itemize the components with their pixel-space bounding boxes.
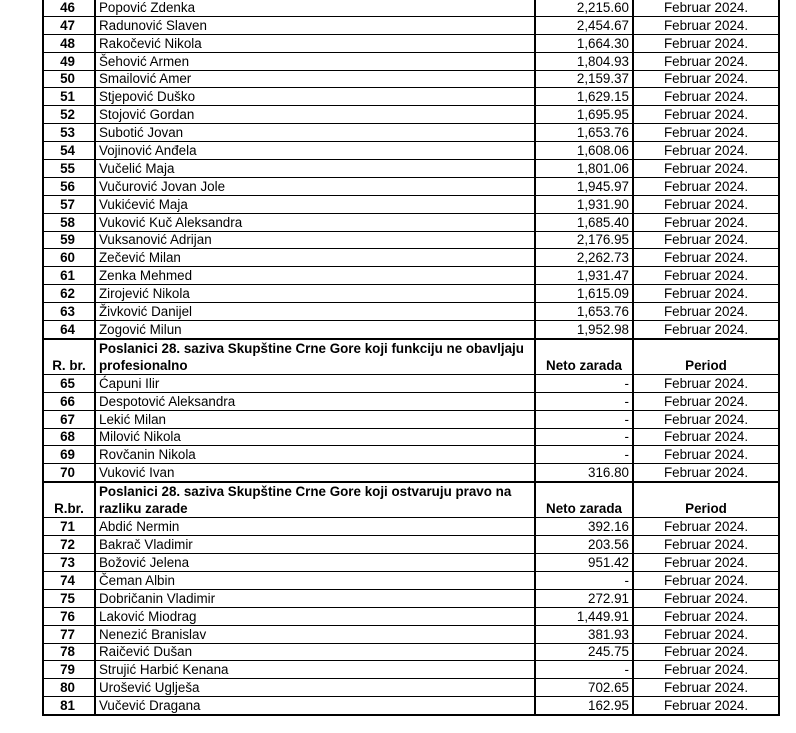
row-salary: 1,931.90	[535, 195, 633, 213]
row-name: Zogović Milun	[95, 321, 535, 339]
row-period: Februar 2024.	[633, 213, 779, 231]
row-salary: 702.65	[535, 679, 633, 697]
row-period: Februar 2024.	[633, 231, 779, 249]
row-salary: 1,615.09	[535, 285, 633, 303]
row-salary: -	[535, 446, 633, 464]
table-row	[43, 213, 779, 231]
row-number: 61	[43, 267, 95, 285]
section-title: Poslanici 28. saziva Skupštine Crne Gore koji ostvaruju pravo na razliku zarade	[95, 482, 535, 518]
row-salary: 1,653.76	[535, 303, 633, 321]
section-non-professional-header	[43, 339, 779, 375]
row-salary: -	[535, 410, 633, 428]
row-period: Februar 2024.	[633, 321, 779, 339]
row-name: Laković Miodrag	[95, 607, 535, 625]
row-name: Rakočević Nikola	[95, 34, 535, 52]
row-period: Februar 2024.	[633, 70, 779, 88]
row-salary: 1,931.47	[535, 267, 633, 285]
table-row	[43, 679, 779, 697]
row-period: Februar 2024.	[633, 625, 779, 643]
section-title: Poslanici 28. saziva Skupštine Crne Gore koji funkciju ne obavljaju profesionalno	[95, 339, 535, 375]
table-row	[43, 285, 779, 303]
header-number: R. br.	[43, 339, 95, 375]
row-number: 65	[43, 374, 95, 392]
row-number: 71	[43, 518, 95, 536]
row-period: Februar 2024.	[633, 267, 779, 285]
row-number: 81	[43, 697, 95, 715]
row-number: 67	[43, 410, 95, 428]
row-number: 64	[43, 321, 95, 339]
row-salary: 2,215.60	[535, 0, 633, 16]
table-row	[43, 303, 779, 321]
row-period: Februar 2024.	[633, 697, 779, 715]
row-name: Božović Jelena	[95, 554, 535, 572]
header-number: R.br.	[43, 482, 95, 518]
row-name: Abdić Nermin	[95, 518, 535, 536]
row-name: Strujić Harbić Kenana	[95, 661, 535, 679]
row-period: Februar 2024.	[633, 464, 779, 482]
row-salary: 2,159.37	[535, 70, 633, 88]
row-name: Subotić Jovan	[95, 124, 535, 142]
row-number: 47	[43, 16, 95, 34]
row-period: Februar 2024.	[633, 142, 779, 160]
row-name: Vuković Ivan	[95, 464, 535, 482]
row-period: Februar 2024.	[633, 554, 779, 572]
row-period: Februar 2024.	[633, 643, 779, 661]
header-period: Period	[633, 339, 779, 375]
row-salary: -	[535, 571, 633, 589]
row-name: Zečević Milan	[95, 249, 535, 267]
row-period: Februar 2024.	[633, 160, 779, 178]
table-row	[43, 106, 779, 124]
row-period: Februar 2024.	[633, 536, 779, 554]
row-number: 75	[43, 589, 95, 607]
table-row	[43, 643, 779, 661]
row-salary: -	[535, 392, 633, 410]
table-row	[43, 428, 779, 446]
table-row	[43, 446, 779, 464]
section-salary-difference	[43, 518, 779, 715]
row-number: 49	[43, 52, 95, 70]
row-name: Nenezić Branislav	[95, 625, 535, 643]
row-number: 78	[43, 643, 95, 661]
row-number: 50	[43, 70, 95, 88]
table-row	[43, 554, 779, 572]
row-number: 80	[43, 679, 95, 697]
table-row	[43, 70, 779, 88]
row-salary: 1,653.76	[535, 124, 633, 142]
table-row	[43, 52, 779, 70]
table-row	[43, 195, 779, 213]
row-number: 63	[43, 303, 95, 321]
header-period: Period	[633, 482, 779, 518]
row-period: Februar 2024.	[633, 16, 779, 34]
row-name: Raičević Dušan	[95, 643, 535, 661]
row-period: Februar 2024.	[633, 374, 779, 392]
row-salary: 245.75	[535, 643, 633, 661]
row-period: Februar 2024.	[633, 392, 779, 410]
row-period: Februar 2024.	[633, 410, 779, 428]
table-row	[43, 142, 779, 160]
row-salary: 392.16	[535, 518, 633, 536]
table-row	[43, 571, 779, 589]
row-number: 48	[43, 34, 95, 52]
row-number: 58	[43, 213, 95, 231]
row-period: Februar 2024.	[633, 607, 779, 625]
row-period: Februar 2024.	[633, 0, 779, 16]
row-number: 56	[43, 177, 95, 195]
row-name: Urošević Uglješa	[95, 679, 535, 697]
row-name: Ćapuni Ilir	[95, 374, 535, 392]
row-name: Dobričanin Vladimir	[95, 589, 535, 607]
table-row	[43, 231, 779, 249]
table-row	[43, 177, 779, 195]
row-salary: 1,945.97	[535, 177, 633, 195]
table-row	[43, 625, 779, 643]
row-salary: 2,454.67	[535, 16, 633, 34]
row-number: 59	[43, 231, 95, 249]
row-salary: 316.80	[535, 464, 633, 482]
row-name: Vučurović Jovan Jole	[95, 177, 535, 195]
row-period: Februar 2024.	[633, 34, 779, 52]
row-salary: -	[535, 661, 633, 679]
row-number: 66	[43, 392, 95, 410]
row-name: Bakrač Vladimir	[95, 536, 535, 554]
row-salary: 1,449.91	[535, 607, 633, 625]
row-name: Lekić Milan	[95, 410, 535, 428]
row-salary: 203.56	[535, 536, 633, 554]
row-salary: 1,608.06	[535, 142, 633, 160]
row-number: 51	[43, 88, 95, 106]
row-period: Februar 2024.	[633, 661, 779, 679]
row-number: 62	[43, 285, 95, 303]
row-period: Februar 2024.	[633, 177, 779, 195]
row-number: 74	[43, 571, 95, 589]
row-period: Februar 2024.	[633, 428, 779, 446]
row-name: Rovčanin Nikola	[95, 446, 535, 464]
row-name: Stjepović Duško	[95, 88, 535, 106]
table-row	[43, 0, 779, 16]
row-number: 57	[43, 195, 95, 213]
row-period: Februar 2024.	[633, 303, 779, 321]
row-salary: 2,176.95	[535, 231, 633, 249]
table-row	[43, 464, 779, 482]
table-row	[43, 321, 779, 339]
row-number: 53	[43, 124, 95, 142]
row-period: Februar 2024.	[633, 679, 779, 697]
section-professional	[43, 0, 779, 339]
row-salary: 272.91	[535, 589, 633, 607]
row-period: Februar 2024.	[633, 446, 779, 464]
row-salary: 1,685.40	[535, 213, 633, 231]
row-name: Vuković Kuč Aleksandra	[95, 213, 535, 231]
row-number: 77	[43, 625, 95, 643]
row-number: 73	[43, 554, 95, 572]
table-row	[43, 392, 779, 410]
table-row	[43, 88, 779, 106]
row-period: Februar 2024.	[633, 52, 779, 70]
row-name: Čeman Albin	[95, 571, 535, 589]
row-number: 68	[43, 428, 95, 446]
row-period: Februar 2024.	[633, 518, 779, 536]
row-salary: 1,804.93	[535, 52, 633, 70]
row-period: Februar 2024.	[633, 106, 779, 124]
row-salary: 162.95	[535, 697, 633, 715]
row-name: Vukićević Maja	[95, 195, 535, 213]
row-number: 79	[43, 661, 95, 679]
row-salary: -	[535, 428, 633, 446]
table-row	[43, 697, 779, 715]
row-name: Vučević Dragana	[95, 697, 535, 715]
row-name: Zenka Mehmed	[95, 267, 535, 285]
header-salary: Neto zarada	[535, 339, 633, 375]
row-number: 52	[43, 106, 95, 124]
row-number: 55	[43, 160, 95, 178]
row-salary: 951.42	[535, 554, 633, 572]
section-difference-header	[43, 482, 779, 518]
row-period: Februar 2024.	[633, 195, 779, 213]
table-header-row	[43, 482, 779, 518]
row-period: Februar 2024.	[633, 124, 779, 142]
row-salary: 2,262.73	[535, 249, 633, 267]
table-row	[43, 410, 779, 428]
table-row	[43, 661, 779, 679]
header-salary: Neto zarada	[535, 482, 633, 518]
row-number: 72	[43, 536, 95, 554]
row-number: 54	[43, 142, 95, 160]
row-period: Februar 2024.	[633, 571, 779, 589]
row-number: 46	[43, 0, 95, 16]
table-row	[43, 34, 779, 52]
row-name: Despotović Aleksandra	[95, 392, 535, 410]
row-name: Vojinović Anđela	[95, 142, 535, 160]
table-row	[43, 536, 779, 554]
row-name: Milović Nikola	[95, 428, 535, 446]
row-salary: 1,801.06	[535, 160, 633, 178]
row-name: Zirojević Nikola	[95, 285, 535, 303]
table-header-row	[43, 339, 779, 375]
row-period: Februar 2024.	[633, 249, 779, 267]
row-name: Radunović Slaven	[95, 16, 535, 34]
table-row	[43, 374, 779, 392]
row-salary: 1,952.98	[535, 321, 633, 339]
table-row	[43, 160, 779, 178]
row-name: Popović Zdenka	[95, 0, 535, 16]
row-name: Vuksanović Adrijan	[95, 231, 535, 249]
row-name: Šehović Armen	[95, 52, 535, 70]
table-row	[43, 607, 779, 625]
row-number: 60	[43, 249, 95, 267]
row-period: Februar 2024.	[633, 88, 779, 106]
row-number: 76	[43, 607, 95, 625]
row-salary: -	[535, 374, 633, 392]
row-number: 69	[43, 446, 95, 464]
row-name: Vučelić Maja	[95, 160, 535, 178]
table-row	[43, 589, 779, 607]
table-row	[43, 16, 779, 34]
table-row	[43, 518, 779, 536]
row-period: Februar 2024.	[633, 285, 779, 303]
row-name: Živković Danijel	[95, 303, 535, 321]
section-non-professional	[43, 374, 779, 482]
row-salary: 381.93	[535, 625, 633, 643]
row-period: Februar 2024.	[633, 589, 779, 607]
table-row	[43, 249, 779, 267]
row-name: Stojović Gordan	[95, 106, 535, 124]
row-number: 70	[43, 464, 95, 482]
table-row	[43, 267, 779, 285]
row-salary: 1,664.30	[535, 34, 633, 52]
salary-table	[42, 0, 780, 716]
row-salary: 1,629.15	[535, 88, 633, 106]
row-salary: 1,695.95	[535, 106, 633, 124]
row-name: Smailović Amer	[95, 70, 535, 88]
table-row	[43, 124, 779, 142]
